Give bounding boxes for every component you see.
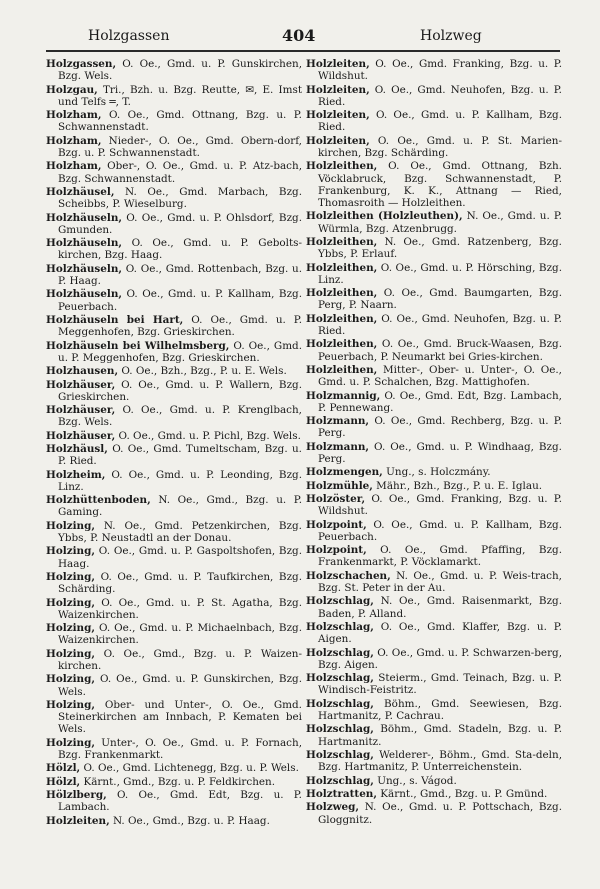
directory-entry: Holzhäuser, O. Oe., Gmd. u. P. Krenglbach, Bzg. Wels.	[46, 404, 302, 429]
directory-entry: Holzing, N. Oe., Gmd. Petzenkirchen, Bzg. Ybbs, P. Neustadtl an der Donau.	[46, 519, 302, 545]
directory-entry: Holzing, Ober- und Unter-, O. Oe., Gmd. Steinerkirchen am Innbach, P. Kematen bei Wels.	[46, 699, 302, 736]
directory-entry: Holzleithen, Mitter-, Ober- u. Unter-, O. Oe., Gmd. u. P. Schalchen, Bzg. Mattighofen.	[306, 363, 562, 389]
directory-entry: Holzhausen, O. Oe., Bzh., Bzg., P. u. E. Wels.	[46, 365, 287, 378]
directory-entry: Holzhäuseln, O. Oe., Gmd. u. P. Ohlsdorf, Bzg. Gmunden.	[46, 211, 302, 236]
directory-entry: Holzham, O. Oe., Gmd. Ottnang, Bzg. u. P. Schwannenstadt.	[46, 109, 302, 134]
directory-entry: Holzgau, Tri., Bzh. u. Bzg. Reutte, ✉, E. Imst und Telfs ═, T.	[46, 83, 302, 108]
directory-entry: Holzing, O. Oe., Gmd., Bzg. u. P. Waizen-kirchen.	[46, 647, 302, 673]
directory-entry: Holzing, O. Oe., Gmd. u. P. St. Agatha, Bzg. Waizenkirchen.	[46, 596, 302, 621]
directory-entry: Holzing, Unter-, O. Oe., Gmd. u. P. Fornach, Bzg. Frankenmarkt.	[46, 736, 302, 762]
directory-entry: Holzweg, N. Oe., Gmd. u. P. Pottschach, Bzg. Gloggnitz.	[306, 801, 562, 826]
directory-entry: Holzschlag, O. Oe., Gmd. Klaffer, Bzg. u. P. Aigen.	[306, 621, 562, 646]
directory-entry: Holzmühle, Mähr., Bzh., Bzg., P. u. E. Iglau.	[306, 479, 543, 492]
header-left-keyword: Holzgassen	[88, 28, 170, 44]
directory-entry: Holzhüttenboden, N. Oe., Gmd., Bzg. u. P. Gaming.	[46, 494, 302, 519]
directory-entry: Holzhäusel, N. Oe., Gmd. Marbach, Bzg. Scheibbs, P. Wieselburg.	[46, 185, 302, 211]
directory-entry: Holzmann, O. Oe., Gmd. u. P. Windhaag, Bzg. Perg.	[306, 440, 562, 465]
directory-entry: Hölzl, Kärnt., Gmd., Bzg. u. P. Feldkirchen.	[46, 775, 276, 788]
directory-entry: Holzleithen, O. Oe., Gmd. Bruck-Waasen, Bzg. Peuerbach, P. Neumarkt bei Gries-kirchen.	[306, 338, 562, 363]
directory-entry: Holzhäuser, O. Oe., Gmd. u. P. Pichl, Bzg. Wels.	[46, 429, 301, 442]
directory-entry: Holztratten, Kärnt., Gmd., Bzg. u. P. Gmünd.	[306, 788, 548, 801]
directory-entry: Holzschlag, O. Oe., Gmd. u. P. Schwarzen-berg, Bzg. Aigen.	[306, 646, 562, 671]
directory-entry: Holzhäuseln, O. Oe., Gmd. u. P. Gebolts-kirchen, Bzg. Haag.	[46, 237, 302, 262]
directory-entry: Holzmannig, O. Oe., Gmd. Edt, Bzg. Lambach, P. Pennewang.	[306, 389, 562, 414]
directory-entry: Holzpoint, O. Oe., Gmd. Pfaffing, Bzg. Frankenmarkt, P. Vöcklamarkt.	[306, 544, 562, 569]
directory-entry: Holzhäuseln, O. Oe., Gmd. u. P. Kallham, Bzg. Peuerbach.	[46, 288, 302, 313]
directory-entry: Holzpoint, O. Oe., Gmd. u. P. Kallham, Bzg. Peuerbach.	[306, 518, 562, 543]
directory-entry: Holzschlag, Steierm., Gmd. Teinach, Bzg. u. P. Windisch-Feistritz.	[306, 672, 562, 697]
header-right-keyword: Holzweg	[420, 28, 482, 44]
directory-entry: Holzschlag, Böhm., Gmd. Seewiesen, Bzg. Hartmanitz, P. Cachrau.	[306, 697, 562, 723]
directory-entry: Holzmengen, Ung., s. Holczmány.	[306, 466, 491, 479]
directory-entry: Holzing, O. Oe., Gmd. u. P. Michaelnbach, Bzg. Waizenkirchen.	[46, 622, 302, 647]
directory-entry: Holzhäuseln bei Wilhelmsberg, O. Oe., Gmd. u. P. Meggenhofen, Bzg. Grieskirchen.	[46, 339, 302, 364]
directory-entry: Holzgassen, O. Oe., Gmd. u. P. Gunskirchen, Bzg. Wels.	[46, 58, 302, 83]
directory-entry: Holzhäuseln, O. Oe., Gmd. Rottenbach, Bzg. u. P. Haag.	[46, 262, 302, 287]
page-number: 404	[282, 26, 316, 45]
header-rule	[46, 50, 560, 52]
directory-entry: Holzleithen, O. Oe., Gmd. Ottnang, Bzh. Vöcklabruck, Bzg. Schwannenstadt, P. Frankenburg, K. K., Attnang — Ried, Thomasroith — Holzleithen.	[306, 160, 562, 209]
directory-entry: Holzschlag, Welderer-, Böhm., Gmd. Sta-deln, Bzg. Hartmanitz, P. Unterreichenstein.	[306, 749, 562, 774]
directory-entry: Holzing, O. Oe., Gmd. u. P. Gunskirchen, Bzg. Wels.	[46, 673, 302, 698]
directory-entry: Holzschlag, N. Oe., Gmd. Raisenmarkt, Bzg. Baden, P. Alland.	[306, 595, 562, 620]
directory-entry: Holzleiten, O. Oe., Gmd. Franking, Bzg. u. P. Wildshut.	[306, 58, 562, 83]
directory-entry: Holzhäuser, O. Oe., Gmd. u. P. Wallern, Bzg. Grieskirchen.	[46, 378, 302, 403]
directory-entry: Holzheim, O. Oe., Gmd. u. P. Leonding, Bzg. Linz.	[46, 468, 302, 493]
left-column	[46, 58, 302, 885]
directory-entry: Holzschlag, Ung., s. Vágod.	[306, 774, 457, 787]
directory-entry: Holzöster, O. Oe., Gmd. Franking, Bzg. u. P. Wildshut.	[306, 493, 562, 518]
directory-entry: Holzleiten, O. Oe., Gmd. u. P. St. Marien-kirchen, Bzg. Schärding.	[306, 134, 562, 159]
directory-entry: Holzham, Nieder-, O. Oe., Gmd. Obern-dorf, Bzg. u. P. Schwannenstadt.	[46, 134, 302, 159]
directory-entry: Holzing, O. Oe., Gmd. u. P. Taufkirchen, Bzg. Schärding.	[46, 571, 302, 596]
directory-entry: Holzleithen (Holzleuthen), N. Oe., Gmd. u. P. Würmla, Bzg. Atzenbrugg.	[306, 210, 562, 235]
directory-entry: Holzleithen, O. Oe., Gmd. u. P. Hörsching, Bzg. Linz.	[306, 261, 562, 286]
directory-entry: Holzschlag, Böhm., Gmd. Stadeln, Bzg. u. P. Hartmanitz.	[306, 723, 562, 748]
directory-entry: Holzing, O. Oe., Gmd. u. P. Gaspoltshofen, Bzg. Haag.	[46, 545, 302, 570]
directory-entry: Holzschachen, N. Oe., Gmd. u. P. Weis-trach, Bzg. St. Peter in der Au.	[306, 569, 562, 595]
directory-entry: Holzham, Ober-, O. Oe., Gmd. u. P. Atz-bach, Bzg. Schwannenstadt.	[46, 160, 302, 185]
directory-entry: Hölzlberg, O. Oe., Gmd. Edt, Bzg. u. P. Lambach.	[46, 789, 302, 814]
directory-entry: Holzmann, O. Oe., Gmd. Rechberg, Bzg. u. P. Perg.	[306, 415, 562, 440]
directory-entry: Holzleithen, O. Oe., Gmd. Neuhofen, Bzg. u. P. Ried.	[306, 312, 562, 337]
directory-entry: Holzleiten, O. Oe., Gmd. u. P. Kallham, Bzg. Ried.	[306, 109, 562, 134]
directory-entry: Holzleiten, O. Oe., Gmd. Neuhofen, Bzg. u. P. Ried.	[306, 83, 562, 108]
directory-entry: Holzleithen, N. Oe., Gmd. Ratzenberg, Bzg. Ybbs, P. Erlauf.	[306, 235, 562, 261]
directory-entry: Hölzl, O. Oe., Gmd. Lichtenegg, Bzg. u. P. Wels.	[46, 762, 299, 775]
page-header	[0, 28, 600, 50]
right-column	[306, 58, 562, 885]
directory-entry: Holzhäusl, O. Oe., Gmd. Tumeltscham, Bzg. u. P. Ried.	[46, 443, 302, 468]
directory-entry: Holzhäuseln bei Hart, O. Oe., Gmd. u. P. Meggenhofen, Bzg. Grieskirchen.	[46, 313, 302, 339]
directory-entry: Holzleiten, N. Oe., Gmd., Bzg. u. P. Haag.	[46, 814, 270, 827]
directory-entry: Holzleithen, O. Oe., Gmd. Baumgarten, Bzg. Perg, P. Naarn.	[306, 287, 562, 312]
